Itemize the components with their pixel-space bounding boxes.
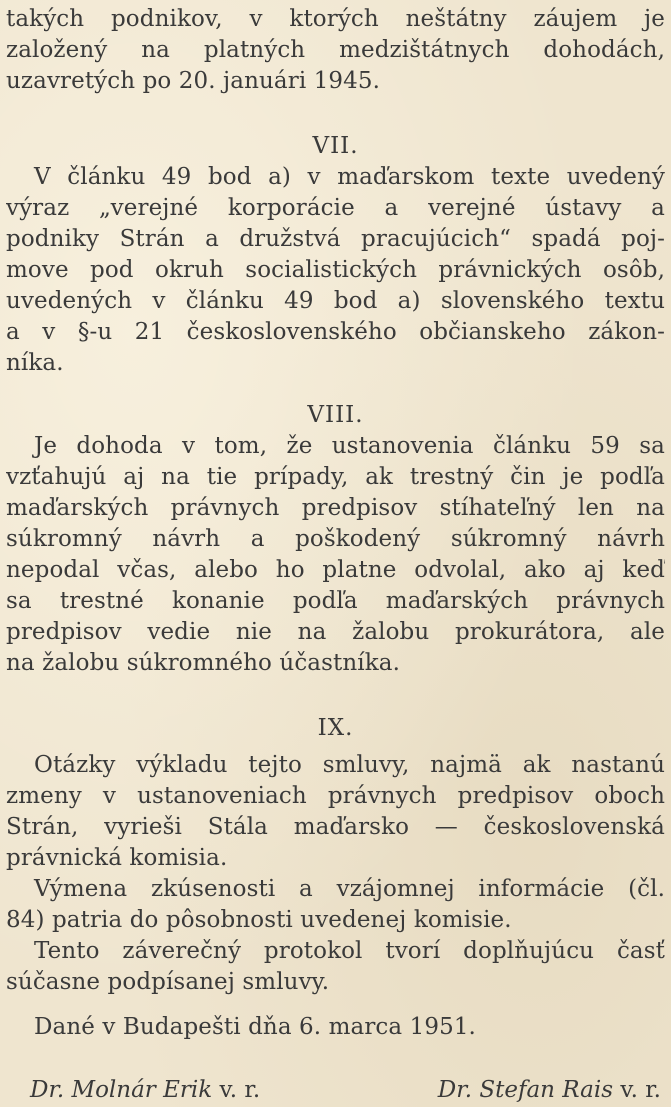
signatory-suffix: v. r. [620, 1077, 661, 1103]
text-line: nepodal včas, alebo ho platne odvolal, ako aj keď [6, 557, 665, 583]
signature-hungarian [30, 1075, 260, 1106]
signature-czechoslovak [438, 1075, 661, 1106]
date-place-line: Dané v Budapešti dňa 6. marca 1951. [34, 1014, 476, 1040]
text-line: takých podnikov, v ktorých neštátny záujem je [6, 6, 665, 32]
text-line: 84) patria do pôsobnosti uvedenej komisie. [6, 907, 512, 933]
text-line: podniky Strán a družstvá pracujúcich“ spadá poj- [6, 226, 665, 252]
text-line: Strán, vyrieši Stála maďarsko — československá [6, 814, 665, 840]
text-line: Je dohoda v tom, že ustanovenia článku 59 sa [34, 433, 665, 459]
text-line: založený na platných medzištátnych dohodách, [6, 37, 665, 63]
signatory-name: Dr. Stefan Rais [437, 1077, 614, 1103]
text-line: výraz „verejné korporácie a verejné ústavy a [6, 195, 665, 221]
text-line: uvedených v článku 49 bod a) slovenského textu [6, 288, 665, 314]
text-line: uzavretých po 20. januári 1945. [6, 68, 381, 94]
signature-block [6, 1075, 665, 1106]
text-line: vzťahujú aj na tie prípady, ak trestný čin je podľa [6, 464, 665, 490]
text-line: súčasne podpísanej smluvy. [6, 969, 330, 995]
signatory-suffix: v. r. [219, 1077, 261, 1103]
text-line: súkromný návrh a poškodený súkromný návrh [6, 526, 665, 552]
text-line: maďarských právnych predpisov stíhateľný len na [6, 495, 665, 521]
text-line: Tento záverečný protokol tvorí doplňujúcu časť [34, 938, 665, 964]
section-heading: IX. [317, 715, 354, 741]
intro-paragraph [6, 4, 665, 97]
text-line: právnická komisia. [6, 845, 228, 871]
text-line: zmeny v ustanoveniach právnych predpisov oboch [6, 783, 665, 809]
section-viii [6, 400, 665, 679]
text-line: Výmena zkúsenosti a vzájomnej informácie (čl. [34, 876, 665, 902]
section-heading: VII. [312, 133, 359, 159]
text-line: V článku 49 bod a) v maďarskom texte uvedený [34, 164, 665, 190]
text-line: a v §-u 21 československého občianskeho zákon- [6, 319, 665, 345]
text-line: sa trestné konanie podľa maďarských právnych [6, 588, 665, 614]
text-line: Otázky výkladu tejto smluvy, najmä ak nastanú [34, 752, 665, 778]
text-line: na žalobu súkromného účastníka. [6, 650, 400, 676]
text-line: níka. [6, 350, 64, 376]
section-heading: VIII. [307, 402, 364, 428]
text-line: move pod okruh socialistických právnických osôb, [6, 257, 665, 283]
text-line: predpisov vedie nie na žalobu prokurátora, ale [6, 619, 665, 645]
section-vii [6, 131, 665, 379]
signatory-name: Dr. Molnár Erik [30, 1077, 213, 1103]
section-ix [6, 713, 665, 998]
